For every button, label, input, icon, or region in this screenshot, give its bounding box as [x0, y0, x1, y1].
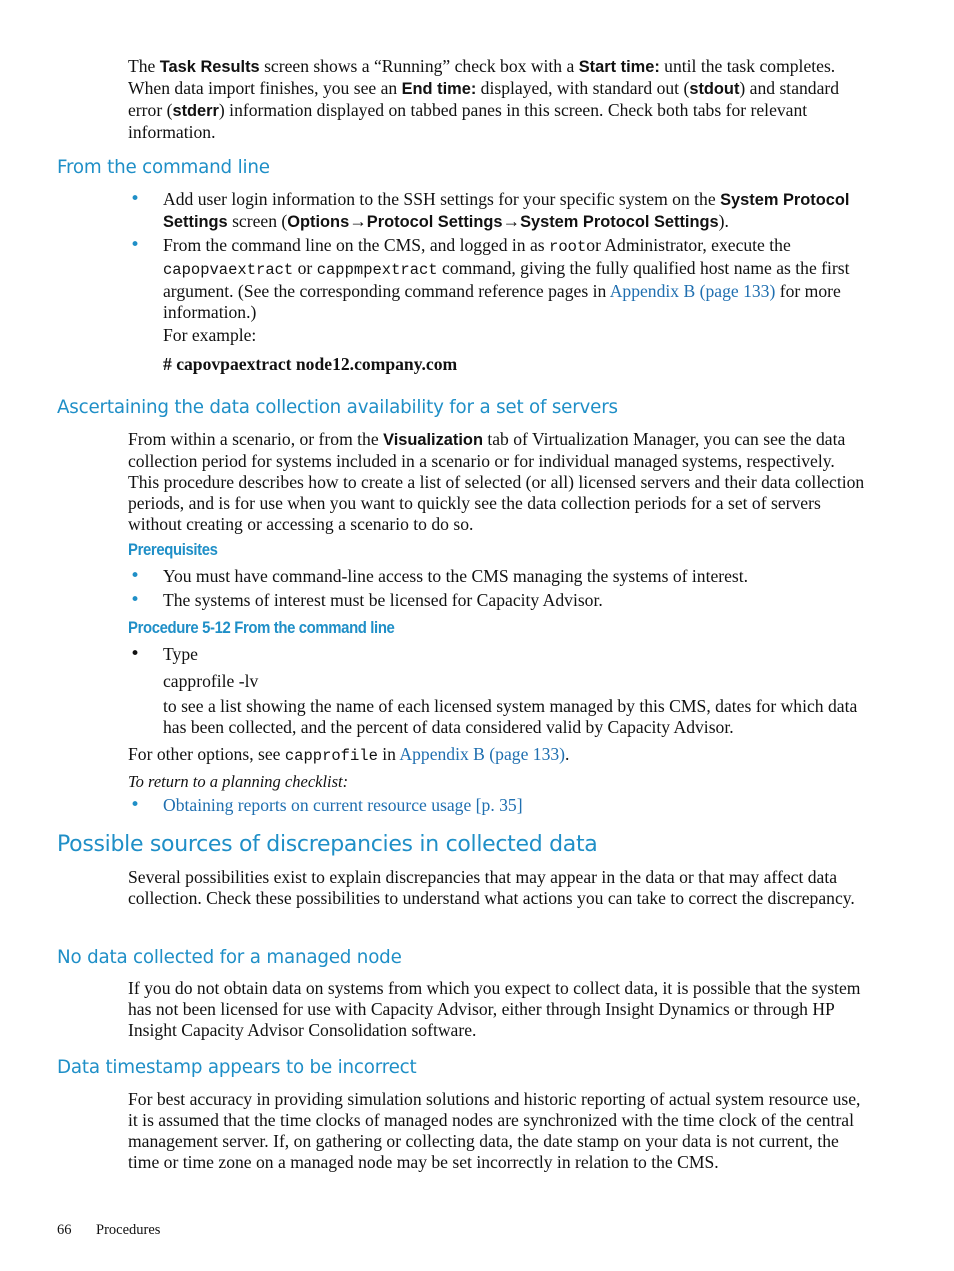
heading-procedure: Procedure 5-12 From the command line [128, 619, 395, 637]
task-results-term: Task Results [159, 58, 260, 76]
return-label: To return to a planning checklist: [128, 772, 349, 791]
availability-paragraph: From within a scenario, or from the Visualization tab of Virtualization Manager, you can see the data collection period for systems included in a scenario or for individual managed systems, respectively. This procedure describes how to create a list of selected (or all) licensed servers and their data collection periods, and is for use when you want to quickly see the data collection periods for a set of servers without creating or accessing a scenario to do so. [128, 429, 865, 534]
procedure-step-description: to see a list showing the name of each licensed system managed by this CMS, dates for which data has been collected, and the percent of data considered valid by Capacity Advisor. [163, 696, 858, 737]
heading-no-data-collected: No data collected for a managed node [57, 947, 402, 968]
bullet-icon: • [130, 795, 141, 815]
heading-prerequisites: Prerequisites [128, 541, 218, 559]
end-time-term: End time: [401, 80, 477, 98]
list-item-return-link [163, 795, 868, 816]
bullet-icon: • [130, 235, 141, 255]
stdout-term: stdout [689, 80, 740, 98]
bullet-icon: • [130, 590, 141, 610]
other-options-paragraph: For other options, see capprofile in Appendix B (page 133). [128, 744, 570, 765]
heading-timestamp-incorrect: Data timestamp appears to be incorrect [57, 1057, 417, 1078]
procedure-step-type: Type [163, 644, 198, 664]
obtaining-reports-link[interactable]: Obtaining reports on current resource usage [p. 35] [163, 795, 523, 815]
capprofile-command: capprofile -lv [163, 671, 259, 691]
appendix-b-link[interactable]: Appendix B (page 133) [399, 744, 566, 764]
heading-from-command-line: From the command line [57, 157, 270, 178]
stderr-term: stderr [172, 102, 219, 120]
heading-possible-sources: Possible sources of discrepancies in collected data [57, 832, 598, 857]
list-item-prereq-access: You must have command-line access to the CMS managing the systems of interest. [163, 566, 749, 586]
list-item-command-line: From the command line on the CMS, and logged in as rootor Administrator, execute the capopvaextract or cappmpextract command, giving the fully qualified host name as the first argument. (See the corresponding command reference pages in Appendix B (page 133) for more information.) [163, 235, 850, 322]
bullet-icon: • [130, 644, 141, 664]
discrepancies-paragraph: Several possibilities exist to explain discrepancies that may appear in the data or that may affect data collection. Check these possibilities to understand what actions you can take to correct the discrepancy. [128, 867, 855, 908]
bullet-icon: • [130, 566, 141, 586]
list-item-prereq-licensed: The systems of interest must be licensed for Capacity Advisor. [163, 590, 603, 610]
bullet-icon: • [130, 189, 141, 209]
no-data-paragraph: If you do not obtain data on systems from which you expect to collect data, it is possible that the system has not been licensed for use with Capacity Advisor, either through Insight Dynamics or through HP Insight Capacity Advisor Consolidation software. [128, 978, 861, 1040]
list-item-ssh-settings: Add user login information to the SSH settings for your specific system on the System Protocol Settings screen (Options→Protocol Settings→System Protocol Settings). [163, 189, 850, 231]
timestamp-paragraph: For best accuracy in providing simulation solutions and historic reporting of actual system resource use, it is assumed that the time clocks of managed nodes are synchronized with the time clock of the central management server. If, on gathering or collecting data, the date stamp on your data is not current, the time or time zone on a managed node may be set incorrectly in relation to the CMS. [128, 1089, 861, 1172]
start-time-term: Start time: [578, 58, 660, 76]
intro-paragraph: The Task Results screen shows a “Running” check box with a Start time: until the task completes. When data import finishes, you see an End time: displayed, with standard out (stdout) and standard error (stderr) information displayed on tabbed panes in this screen. Check both tabs for relevant information. [128, 56, 840, 142]
example-label: For example: [163, 325, 257, 345]
footer-section-title: Procedures [96, 1222, 161, 1238]
example-command: # capovpaextract node12.company.com [163, 354, 458, 374]
heading-ascertaining-availability: Ascertaining the data collection availability for a set of servers [57, 397, 618, 418]
page-number: 66 [57, 1222, 72, 1238]
appendix-b-link[interactable]: Appendix B (page 133) [609, 281, 776, 301]
